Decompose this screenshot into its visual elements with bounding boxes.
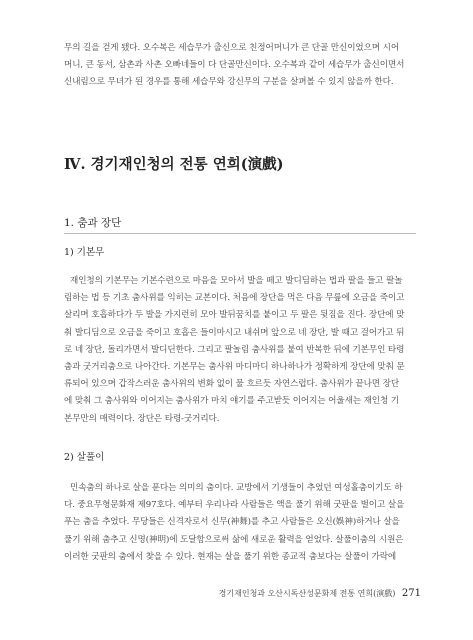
page-number: 271 [401, 588, 421, 599]
text-line: 민속춤의 하나로 살을 푼다는 의미의 춤이다. 교방에서 기생들이 추었던 여성홀춤이기도 하 [70, 483, 403, 493]
text-line: 본무만의 매력이다. 장단은 타령-굿거리다. [64, 413, 220, 424]
text-line: 류되어 있으며 갑작스러운 춤사위의 변화 없이 물 흐르듯 자연스럽다. 춤사위가 끝나면 장단 [64, 379, 400, 390]
text-line: 푸는 춤을 추었다. 무당들은 신격자로서 신무(神舞)를 추고 사람들은 오신(娛神)하거나 살을 [64, 517, 400, 528]
text-line: 머니, 큰 동서, 삼촌과 사촌 오빠네들이 다 단골만신이다. 오수복과 같이 세습무가 출신이면서 [64, 60, 405, 71]
subsection-title-1: 1) 기본무 [64, 247, 105, 258]
middle-paragraph [64, 273, 416, 428]
text-line: 신내림으로 무녀가 된 경우를 통해 세습무와 강신무의 구분을 살펴볼 수 있지 않을까 한다. [64, 77, 394, 88]
lower-paragraph [64, 480, 416, 566]
text-line: 춤과 굿거리춤으로 나아간다. 기본무는 춤사위 마디마디 하나하나가 정확하게 장단에 맞춰 문 [64, 362, 405, 373]
text-line: 풀기 위해 춤추고 신명(神明)에 도달함으로써 삶에 새로운 활력을 얻었다. 살풀이춤의 시원은 [64, 534, 404, 545]
top-paragraph [64, 40, 416, 92]
text-line: 재인청의 기본무는 기본수련으로 마음을 모아서 발을 떼고 발디딤하는 법과 팔을 들고 팔놀 [70, 276, 403, 286]
text-line: 로 네 장단, 돌리가면서 발디딘한다. 그리고 팔놀림 춤사위를 붙여 반복한 뒤에 기본무인 타령 [64, 344, 405, 355]
running-title: 경기재인청과 오산시독산성문화제 전통 연희(演戲) [218, 589, 396, 598]
page-footer [219, 588, 421, 599]
text-line: 에 맞춰 그 춤사위와 이어지는 춤사위가 마치 얘기를 주고받듯 이어지는 어울새는 재인청 기 [64, 396, 400, 407]
text-line: 춰 발디딤으로 오금을 죽이고 호흡은 들이마시고 내쉬며 앞으로 네 장단, 발 때고 걸어가고 뒤 [64, 327, 405, 338]
text-line: 다. 중요무형문화재 제97호다. 예부터 우리나라 사람들은 액을 풀기 위해 굿판을 벌이고 살을 [64, 500, 405, 511]
text-line: 이러한 굿판의 춤에서 찾을 수 있다. 현재는 살을 풀기 위한 종교적 춤보다는 살풀이 가락에 [64, 551, 397, 562]
text-line: 림하는 법 등 기초 춤사위를 익히는 교본이다. 처음에 장단을 먹은 다음 무릎에 오금을 죽이고 [64, 293, 405, 304]
text-line: 무의 길을 걷게 됐다. 오수복은 세습무가 출신으로 친정어머니가 큰 단골 만신이었으며 시어 [64, 43, 400, 53]
section-title: 1. 춤과 장단 [64, 217, 122, 229]
text-line: 살리며 호흡하다가 두 발을 가지런히 모아 발뒤꿈치를 붙이고 두 팔은 뒷짐을 진다. 장단에 맞 [64, 310, 405, 321]
section-divider [64, 233, 416, 234]
subsection-title-2: 2) 살풀이 [64, 452, 105, 463]
chapter-title: Ⅳ. 경기재인청의 전통 연희(演戲) [64, 156, 284, 173]
